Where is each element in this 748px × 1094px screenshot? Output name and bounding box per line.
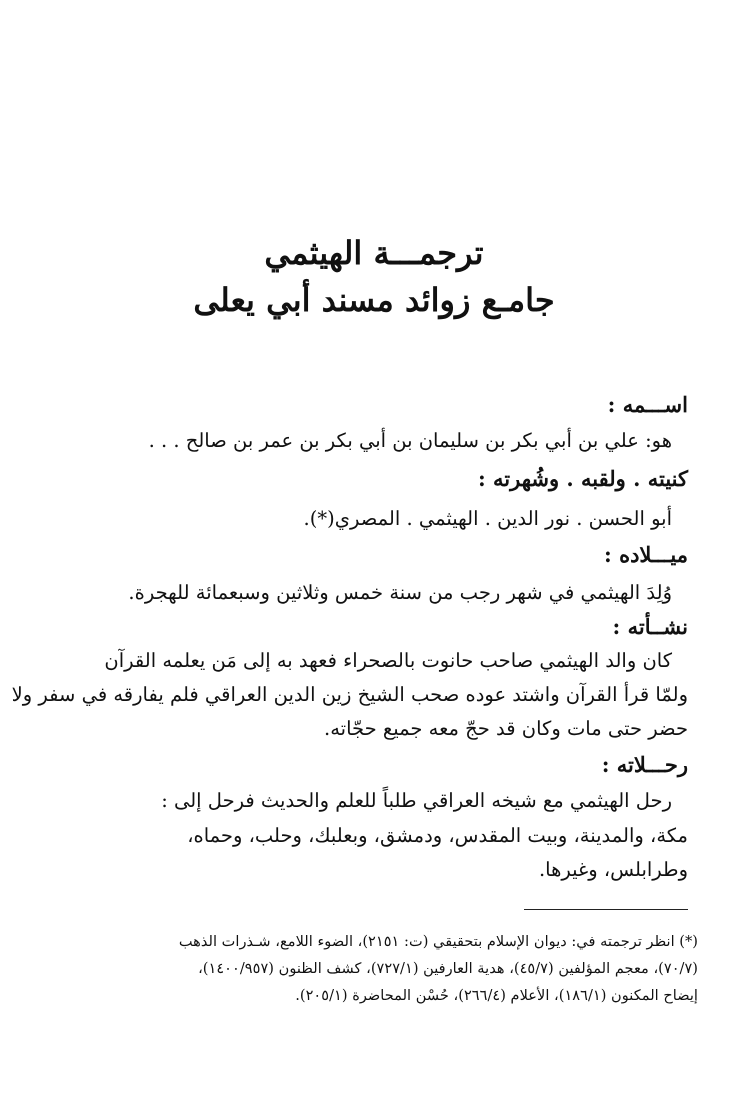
birth-text: وُلِدَ الهيثمي في شهر رجب من سنة خمس وثلاثين وسبعمائة للهجرة. [128, 581, 672, 604]
kunya-text: أبو الحسن . نور الدين . الهيثمي . المصري(*). [303, 507, 672, 530]
name-text: هو: علي بن أبي بكر بن سليمان بن أبي بكر بن عمر بن صالح . . . [148, 429, 672, 452]
footnote-separator [524, 909, 688, 910]
upbringing-line-3: حضر حتى مات وكان قد حجّ معه جميع حجّاته. [324, 717, 688, 740]
footnote-line-2: (٧٠/٧)، معجم المؤلفين (٤٥/٧)، هدية العارفين (٧٢٧/١)، كشف الظنون (١٤٠٠/٩٥٧)، [198, 960, 698, 977]
title-line-1: ترجمـــة الهيثمي [264, 234, 484, 272]
heading-name: اســـمه : [607, 392, 688, 417]
heading-kunya: كنيته . ولقبه . وشُهرته : [477, 466, 688, 491]
travels-line-1: رحل الهيثمي مع شيخه العراقي طلباً للعلم والحديث فرحل إلى : [161, 789, 672, 812]
heading-upbringing: نشــأته : [612, 614, 688, 639]
heading-travels: رحـــلاته : [601, 752, 688, 777]
upbringing-line-2: ولمّا قرأ القرآن واشتد عوده صحب الشيخ زين الدين العراقي فلم يفارقه في سفر ولا [11, 683, 688, 706]
heading-birth: ميـــلاده : [604, 542, 688, 567]
footnote-line-1: (*) انظر ترجمته في: ديوان الإسلام بتحقيقي (ت: ٢١٥١)، الضوء اللامع، شـذرات الذهب [178, 933, 698, 950]
footnote-line-3: إيضاح المكنون (١٨٦/١)، الأعلام (٢٦٦/٤)، حُسْن المحاضرة (٢٠٥/١). [295, 987, 698, 1004]
travels-line-2: مكة، والمدينة، وبيت المقدس، ودمشق، وبعلبك، وحلب، وحماه، [187, 824, 688, 847]
travels-line-3: وطرابلس، وغيرها. [538, 858, 688, 881]
title-line-2: جامـع زوائد مسند أبي يعلى [193, 281, 555, 319]
upbringing-line-1: كان والد الهيثمي صاحب حانوت بالصحراء فعهد به إلى مَن يعلمه القرآن [104, 649, 672, 672]
